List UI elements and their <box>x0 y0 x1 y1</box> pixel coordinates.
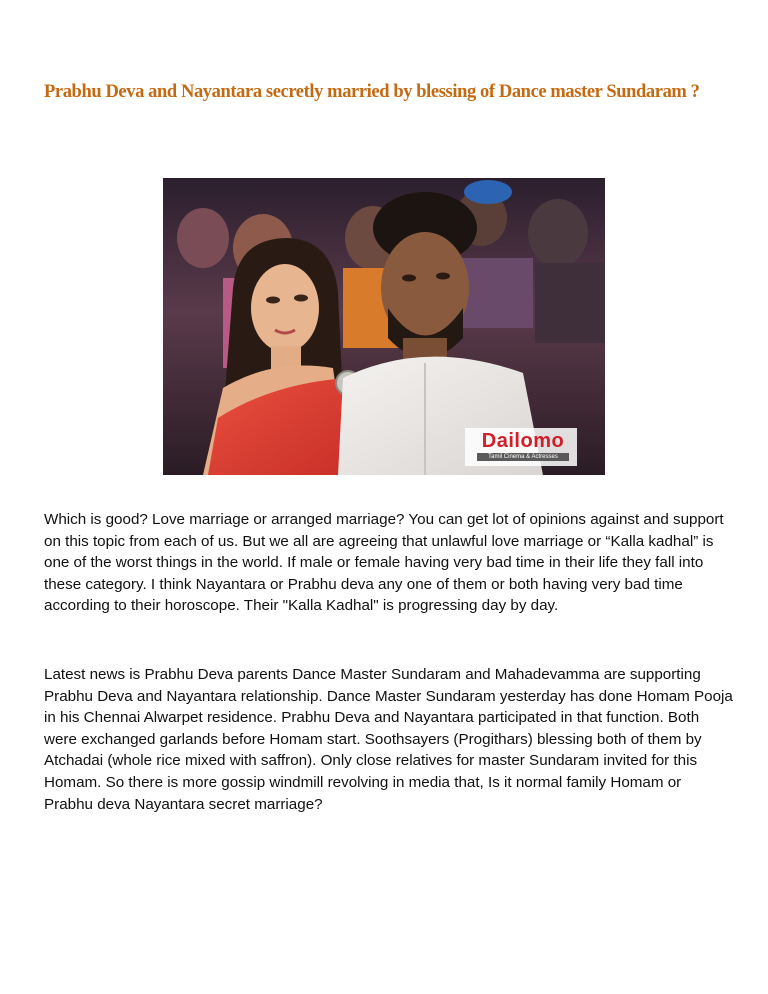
article-photo <box>163 178 605 475</box>
watermark-tagline: Tamil Cinema & Actresses <box>477 453 569 461</box>
article-paragraph: Latest news is Prabhu Deva parents Dance Master Sundaram and Mahadevamma are supporting Prabhu Deva and Nayantara relationship. Dance Master Sundaram yesterday has done Homam Pooja in his Chennai Alwarpet residence. Prabhu Deva and Nayantara participated in that function. Both were exchanged garlands before Homam start. Soothsayers (Progithars) blessing both of them by Atchadai (whole rice mixed with saffron). Only close relatives for master Sundaram invited for this Homam. So there is more gossip windmill revolving in media that, Is it normal family Homam or Prabhu deva Nayantara secret marriage? <box>44 666 733 813</box>
watermark-logo <box>471 430 575 461</box>
article-paragraph: Which is good? Love marriage or arranged marriage? You can get lot of opinions against and support on this topic from each of us. But we all are agreeing that unlawful love marriage or “Kalla kadhal” is one of the worst things in the world. If male or female having very bad time in their life they fall into these category. I think Nayantara or Prabhu deva any one of them or both having very bad time according to their horoscope. Their "Kalla Kadhal" is progressing day by day. <box>44 511 724 615</box>
article-title: Prabhu Deva and Nayantara secretly married by blessing of Dance master Sundaram ? <box>44 82 700 102</box>
watermark-brand: Dailomo <box>481 430 565 452</box>
